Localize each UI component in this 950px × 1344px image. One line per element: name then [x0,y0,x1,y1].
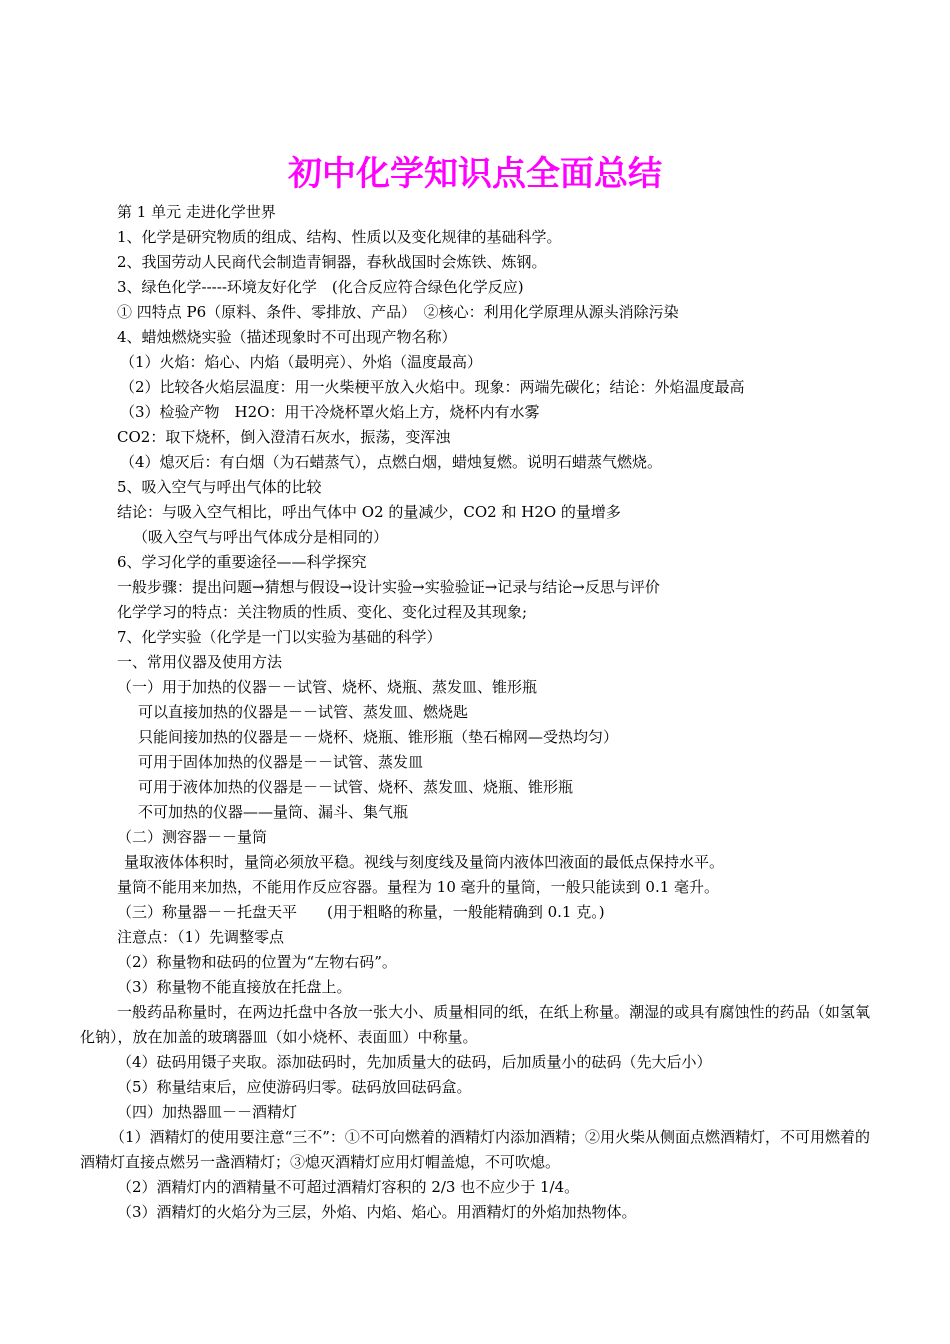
paragraph-line: 1、化学是研究物质的组成、结构、性质以及变化规律的基础科学。 [117,228,562,246]
paragraph-line: 7、化学实验（化学是一门以实验为基础的科学） [117,628,442,646]
paragraph-line: （3）称量物不能直接放在托盘上。 [117,978,352,996]
paragraph-line: 3、绿色化学-----环境友好化学 (化合反应符合绿色化学反应) [117,278,524,296]
paragraph-line: 4、蜡烛燃烧实验（描述现象时不可出现产物名称） [117,328,457,346]
paragraph-line: 2、我国劳动人民商代会制造青铜器，春秋战国时会炼铁、炼钢。 [117,253,547,271]
document-body [0,200,950,1225]
paragraph-line: （吸入空气与呼出气体成分是相同的） [133,528,389,546]
section-heading: 一、常用仪器及使用方法 [117,653,283,671]
paragraph-line: （4）砝码用镊子夹取。添加砝码时，先加质量大的砝码，后加质量小的砝码（先大后小） [117,1053,712,1071]
paragraph-line: 6、学习化学的重要途径——科学探究 [117,553,367,571]
paragraph-line: （4）熄灭后：有白烟（为石蜡蒸气），点燃白烟，蜡烛复燃。说明石蜡蒸气燃烧。 [120,453,663,471]
subsection-heading: （三）称量器－－托盘天平 (用于粗略的称量，一般能精确到 0.1 克。) [117,903,605,921]
paragraph-line: CO2：取下烧杯，倒入澄清石灰水，振荡，变浑浊 [117,428,451,446]
paragraph-line: 可用于液体加热的仪器是－－试管、烧杯、蒸发皿、烧瓶、锥形瓶 [138,778,574,796]
paragraph-line: 可用于固体加热的仪器是－－试管、蒸发皿 [138,753,424,771]
paragraph-line: 不可加热的仪器——量筒、漏斗、集气瓶 [138,803,409,821]
paragraph-wrapped: （1）酒精灯的使用要注意“三不”：①不可向燃着的酒精灯内添加酒精；②用火柴从侧面点燃酒精灯，不可用燃着的酒精灯直接点燃另一盏酒精灯；③熄灭酒精灯应用灯帽盖熄，不可吹熄。 [80,1128,870,1171]
unit-heading: 第 1 单元 走进化学世界 [117,203,276,221]
subsection-heading: （四）加热器皿－－酒精灯 [117,1103,298,1121]
paragraph-line: 结论：与吸入空气相比，呼出气体中 O2 的量减少，CO2 和 H2O 的量增多 [117,503,621,521]
paragraph-line: （2）比较各火焰层温度：用一火柴梗平放入火焰中。现象：两端先碳化；结论：外焰温度最高 [120,378,745,396]
paragraph-line: 注意点：（1）先调整零点 [117,928,285,946]
subsection-heading: （二）测容器－－量筒 [117,828,268,846]
paragraph-line: 一般步骤：提出问题→猜想与假设→设计实验→实验验证→记录与结论→反思与评价 [117,578,660,596]
paragraph-line: ① 四特点 P6（原料、条件、零排放、产品） ②核心：利用化学原理从源头消除污染 [117,303,679,321]
paragraph-line: 5、吸入空气与呼出气体的比较 [117,478,322,496]
paragraph-line: 量取液体体积时，量筒必须放平稳。视线与刻度线及量筒内液体凹液面的最低点保持水平。 [124,853,725,871]
paragraph-line: 只能间接加热的仪器是－－烧杯、烧瓶、锥形瓶（垫石棉网—受热均匀） [138,728,619,746]
paragraph-line: 可以直接加热的仪器是－－试管、蒸发皿、燃烧匙 [138,703,469,721]
paragraph-line: （2）称量物和砝码的位置为“左物右码”。 [117,953,397,971]
paragraph-wrapped: 一般药品称量时，在两边托盘中各放一张大小、质量相同的纸，在纸上称量。潮湿的或具有腐蚀性的药品（如氢氧化钠），放在加盖的玻璃器皿（如小烧杯、表面皿）中称量。 [80,1003,870,1046]
paragraph-line: （1）火焰：焰心、内焰（最明亮）、外焰（温度最高） [120,353,483,371]
subsection-heading: （一）用于加热的仪器－－试管、烧杯、烧瓶、蒸发皿、锥形瓶 [117,678,538,696]
paragraph-line: （3）检验产物 H2O：用干冷烧杯罩火焰上方，烧杯内有水雾 [120,403,540,421]
paragraph-line: 化学学习的特点：关注物质的性质、变化、变化过程及其现象; [117,603,528,621]
paragraph-line: （5）称量结束后，应使游码归零。砝码放回砝码盒。 [117,1078,472,1096]
paragraph-line: 量筒不能用来加热，不能用作反应容器。量程为 10 毫升的量筒，一般只能读到 0.1 毫升。 [117,878,720,896]
paragraph-line: （2）酒精灯内的酒精量不可超过酒精灯容积的 2/3 也不应少于 1/4。 [117,1178,580,1196]
document-title: 初中化学知识点全面总结 [288,154,662,194]
paragraph-line: （3）酒精灯的火焰分为三层，外焰、内焰、焰心。用酒精灯的外焰加热物体。 [117,1203,637,1221]
